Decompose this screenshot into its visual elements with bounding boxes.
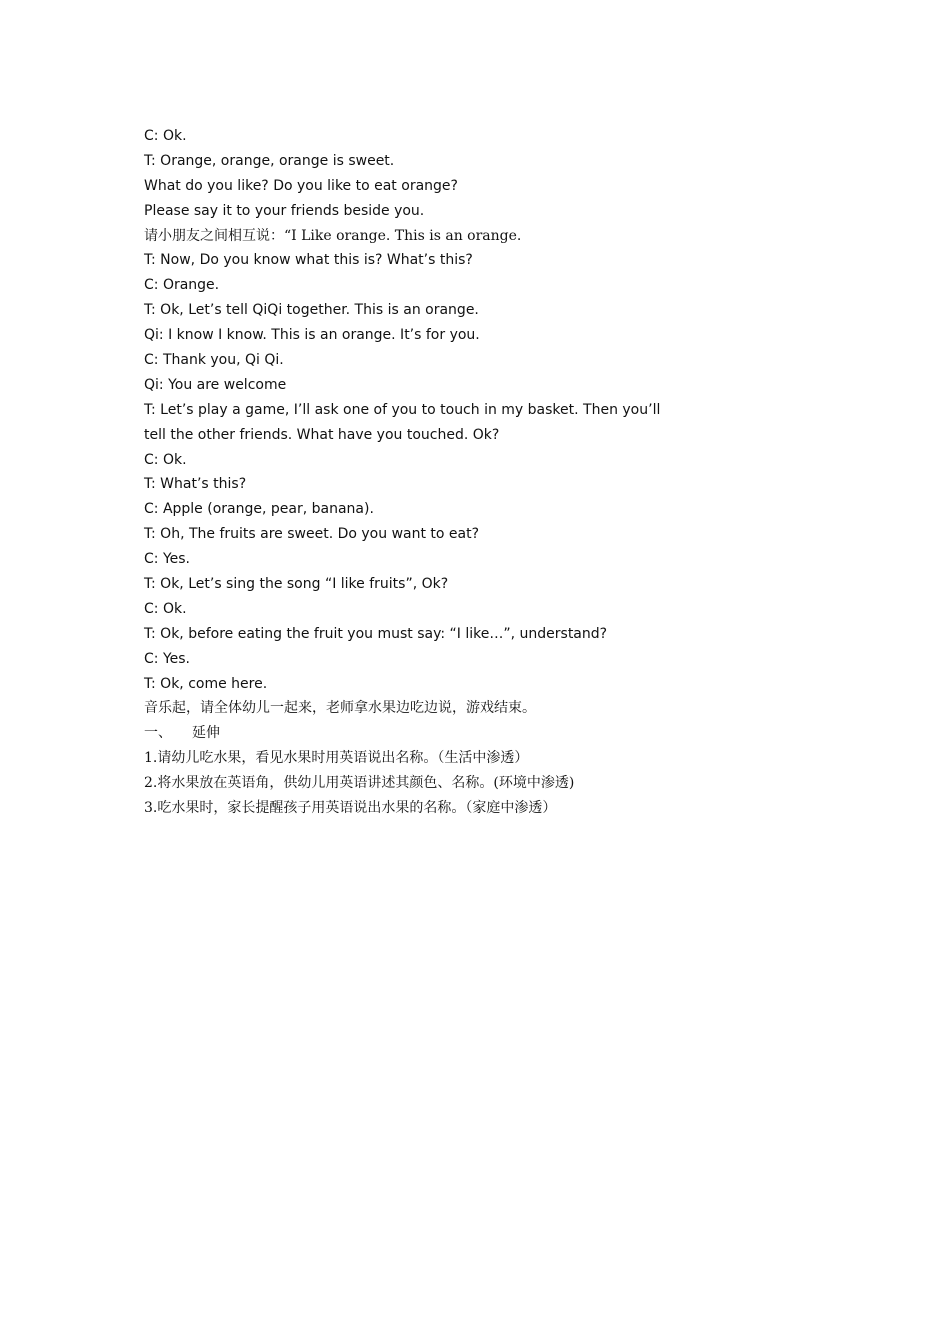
instruction-line: 请小朋友之间相互说：“I Like orange. This is an orange. bbox=[144, 227, 522, 244]
dialogue-line: C: Thank you, Qi Qi. bbox=[144, 352, 284, 369]
dialogue-line: C: Apple (orange, pear, banana). bbox=[144, 501, 374, 518]
extension-item: 1.请幼儿吃水果，看见水果时用英语说出名称。（生活中渗透） bbox=[144, 750, 529, 767]
dialogue-line: T: Ok, Let’s sing the song “I like fruits”, Ok? bbox=[144, 576, 449, 593]
section-number: 一、 bbox=[144, 725, 172, 742]
dialogue-line: T: What’s this? bbox=[144, 476, 247, 493]
section-heading bbox=[144, 721, 804, 746]
dialogue-line: tell the other friends. What have you touched. Ok? bbox=[144, 426, 500, 443]
dialogue-line: T: Ok, Let’s tell QiQi together. This is an orange. bbox=[144, 302, 479, 319]
dialogue-line: Qi: I know I know. This is an orange. It’s for you. bbox=[144, 327, 480, 344]
dialogue-line: Qi: You are welcome bbox=[144, 376, 287, 393]
dialogue-line: T: Ok, before eating the fruit you must say: “I like…”, understand? bbox=[144, 625, 608, 642]
dialogue-line: T: Ok, come here. bbox=[144, 675, 268, 692]
dialogue-line: C: Orange. bbox=[144, 277, 220, 294]
dialogue-line: T: Orange, orange, orange is sweet. bbox=[144, 152, 395, 169]
dialogue-line: T: Oh, The fruits are sweet. Do you want to eat? bbox=[144, 526, 480, 543]
dialogue-line: C: Ok. bbox=[144, 128, 187, 144]
dialogue-line: T: Let’s play a game, I’ll ask one of you to touch in my basket. Then you’ll bbox=[144, 401, 661, 418]
dialogue-line: T: Now, Do you know what this is? What’s this? bbox=[144, 252, 473, 269]
document-body bbox=[144, 124, 804, 821]
dialogue-line: C: Yes. bbox=[144, 551, 190, 568]
dialogue-line: C: Ok. bbox=[144, 451, 187, 468]
instruction-line: 音乐起，请全体幼儿一起来，老师拿水果边吃边说，游戏结束。 bbox=[144, 700, 536, 717]
dialogue-line: C: Yes. bbox=[144, 650, 190, 667]
dialogue-line: What do you like? Do you like to eat orange? bbox=[144, 177, 458, 194]
extension-item: 2.将水果放在英语角，供幼儿用英语讲述其颜色、名称。(环境中渗透) bbox=[144, 775, 575, 792]
section-title: 延伸 bbox=[192, 725, 220, 742]
dialogue-line: Please say it to your friends beside you. bbox=[144, 202, 425, 219]
extension-item: 3.吃水果时，家长提醒孩子用英语说出水果的名称。（家庭中渗透） bbox=[144, 800, 557, 817]
dialogue-line: C: Ok. bbox=[144, 600, 187, 617]
